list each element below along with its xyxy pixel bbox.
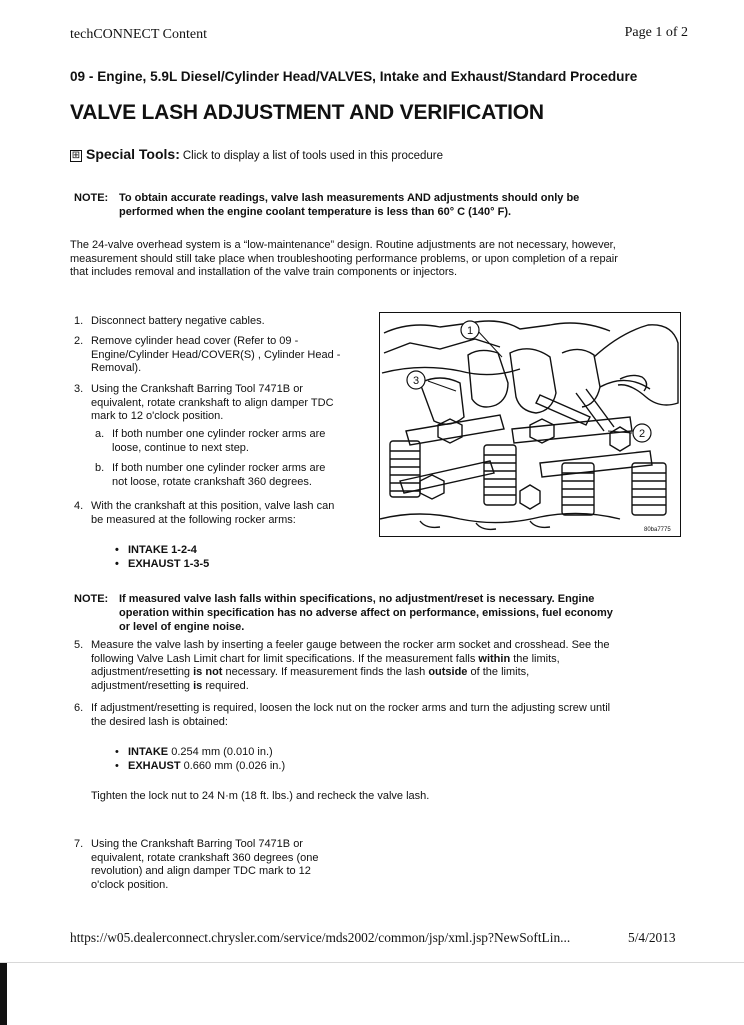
step-line: If adjustment/resetting is required, loosen the lock nut on the rocker arms and turn the adjusting screw until (91, 702, 611, 714)
step-line: be measured at the following rocker arms: (91, 513, 296, 526)
lash-spec-exhaust (128, 760, 285, 772)
intro-line: The 24-valve overhead system is a “low-maintenance” design. Routine adjustments are not necessary, however, (70, 239, 616, 251)
text-run: outside (428, 666, 468, 678)
substep-text (112, 462, 325, 489)
header-page-number: Page 1 of 2 (624, 25, 688, 40)
intro-line: that includes removal and installation of the valve train components or injectors. (70, 266, 458, 278)
rocker-arm-intake: • INTAKE 1-2-4 (128, 544, 197, 556)
step-line: the desired lash is obtained: (91, 715, 228, 728)
step-line: revolution) and align damper TDC mark to 12 (91, 865, 311, 877)
text-run: required. (202, 679, 249, 692)
step-line: Using the Crankshaft Barring Tool 7471B or (91, 838, 303, 850)
note-line: operation within specification has no adverse affect on performance, emissions, fuel economy (119, 607, 613, 619)
intro-line: measurement should still take place when troubleshooting performance problems, or upon completion of a repair (70, 252, 618, 265)
special-tools-label[interactable]: Special Tools: (86, 146, 180, 162)
step-line: If both number one cylinder rocker arms are (112, 428, 326, 440)
step-line: Remove cylinder head cover (Refer to 09 - (91, 335, 299, 347)
step-line (91, 680, 691, 694)
breadcrumb: 09 - Engine, 5.9L Diesel/Cylinder Head/VALVES, Intake and Exhaust/Standard Procedure (70, 69, 638, 84)
spec-name: INTAKE (128, 746, 169, 758)
footer-date: 5/4/2013 (628, 930, 676, 945)
text-run: adjustment/resetting (91, 666, 194, 678)
step-text (91, 335, 340, 376)
note-specifications (74, 592, 694, 636)
step-line: equivalent, rotate crankshaft 360 degrees (one (91, 851, 319, 864)
text-run: the limits, (510, 652, 560, 665)
step-line (91, 653, 691, 667)
text-run: is (193, 679, 203, 692)
valve-train-illustration (379, 312, 681, 537)
step-number: 4. (74, 500, 84, 512)
special-tools-link[interactable] (70, 146, 443, 162)
text-run: of the limits, (467, 666, 530, 678)
step-number: 3. (74, 383, 84, 395)
step-line: Using the Crankshaft Barring Tool 7471B or (91, 383, 303, 395)
note-line: If measured valve lash falls within specifications, no adjustment/reset is necessary. Engine (119, 593, 595, 605)
step-text (91, 500, 334, 527)
note-label: NOTE: (74, 593, 109, 605)
footer-url: https://w05.dealerconnect.chrysler.com/service/mds2002/common/jsp/xml.jsp?NewSoftLin... (70, 930, 571, 945)
page-title: VALVE LASH ADJUSTMENT AND VERIFICATION (70, 101, 544, 124)
substep-text (112, 428, 325, 455)
substep-letter: a. (95, 428, 105, 440)
step-line (91, 666, 691, 680)
step-line: o'clock position. (91, 878, 169, 891)
step-number: 1. (74, 315, 84, 327)
step-line: With the crankshaft at this position, valve lash can (91, 500, 335, 512)
step-number: 5. (74, 639, 84, 651)
rocker-arm-exhaust: • EXHAUST 1-3-5 (128, 558, 209, 570)
engine-line-drawing (380, 313, 680, 536)
step-5-text (91, 639, 691, 693)
step-line: loose, continue to next step. (112, 441, 249, 454)
callout-2-label: 2 (638, 428, 646, 440)
text-run: adjustment/resetting (91, 679, 194, 692)
step-text (91, 383, 334, 424)
text-run: necessary. If measurement finds the lash (222, 666, 429, 678)
note-line: To obtain accurate readings, valve lash measurements AND adjustments should only be (119, 192, 580, 204)
step-6-text (91, 702, 691, 729)
step-number: 7. (74, 838, 84, 850)
text-run: within (478, 652, 511, 665)
special-tools-description: Click to display a list of tools used in this procedure (182, 150, 444, 162)
header-source: techCONNECT Content (70, 27, 208, 42)
tighten-instruction: Tighten the lock nut to 24 N·m (18 ft. lbs.) and recheck the valve lash. (91, 790, 430, 802)
step-line: Disconnect battery negative cables. (91, 315, 265, 327)
spec-name: EXHAUST (128, 760, 181, 772)
lash-spec-intake (128, 746, 273, 758)
callout-3-label: 3 (412, 375, 420, 387)
step-number: 2. (74, 335, 84, 347)
step-line: Measure the valve lash by inserting a feeler gauge between the rocker arm socket and crosshead. See the (91, 639, 610, 651)
expand-plus-icon[interactable]: ⊞ (71, 150, 81, 161)
note-temperature (74, 191, 694, 221)
callout-1-label: 1 (466, 325, 474, 337)
text-run: is not (193, 666, 223, 678)
step-line: Removal). (91, 362, 142, 374)
note-line: or level of engine noise. (119, 621, 245, 633)
step-text (91, 315, 265, 329)
scan-edge-shadow (0, 963, 7, 1025)
step-line: not loose, rotate crankshaft 360 degrees. (112, 475, 312, 488)
step-line: If both number one cylinder rocker arms are (112, 462, 326, 474)
substep-letter: b. (95, 462, 105, 474)
step-line: Engine/Cylinder Head/COVER(S) , Cylinder Head - (91, 348, 341, 361)
spec-value: 0.660 mm (0.026 in.) (183, 760, 286, 772)
step-line: equivalent, rotate crankshaft to align damper TDC (91, 396, 334, 409)
text-run: following Valve Lash Limit chart for limit specifications. If the measurement falls (91, 652, 479, 665)
note-line: performed when the engine coolant temperature is less than 60° C (140° F). (119, 206, 512, 218)
scan-margin (0, 962, 744, 1025)
spec-value: 0.254 mm (0.010 in.) (171, 746, 273, 758)
step-line: mark to 12 o'clock position. (91, 410, 224, 422)
step-7-text (91, 838, 318, 892)
note-label: NOTE: (74, 192, 109, 204)
intro-paragraph (70, 239, 690, 280)
step-number: 6. (74, 702, 84, 714)
figure-id: 80ba7775 (644, 527, 671, 533)
